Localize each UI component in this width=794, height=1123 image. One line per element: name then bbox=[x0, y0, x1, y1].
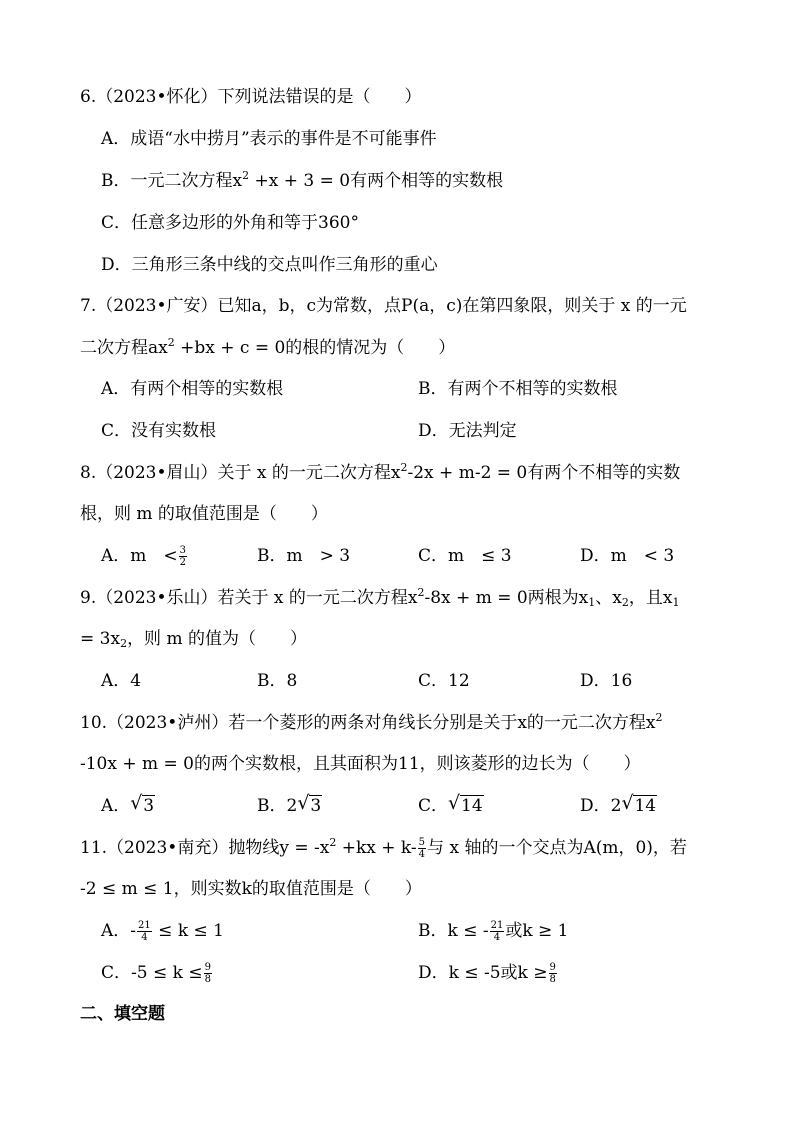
q6-option-c: C．任意多边形的外角和等于360° bbox=[101, 213, 359, 233]
q10-option-a: A． √ 3 bbox=[101, 792, 155, 816]
q7-option-a: A．有两个相等的实数根 bbox=[101, 379, 284, 399]
q9-option-c: C．12 bbox=[418, 671, 470, 691]
q8-option-c: C．m ≤ 3 bbox=[418, 546, 512, 566]
sqrt-symbol: √ 3 bbox=[130, 792, 155, 816]
sqrt-symbol: √ 14 bbox=[448, 792, 483, 816]
fraction: $\frac{21}{4}$ bbox=[490, 920, 504, 943]
q7-option-b: B．有两个不相等的实数根 bbox=[418, 379, 618, 399]
q11-stem-line1: 11.（2023•南充）抛物线$y = -x^2 +kx + k-$ $\frac{5}{4}$ 与 x 轴的一个交点为A(m，0)，若 bbox=[80, 836, 687, 860]
q11-option-a: A．- $\frac{21}{4}$ ≤ k ≤ 1 bbox=[101, 920, 224, 943]
q7-stem-line1: 7.（2023•广安）已知a，b，c为常数，点P(a，c)在第四象限，则关于 x 的一元 bbox=[80, 296, 687, 316]
sqrt-symbol: √ 3 bbox=[297, 792, 322, 816]
section-title: 二、填空题 bbox=[80, 1004, 165, 1024]
q10-stem-line2: -10x + m = 0的两个实数根，且其面积为11，则该菱形的边长为（ ） bbox=[80, 754, 641, 774]
q9-stem-line2: = $3x_2$，则 m 的值为（ ） bbox=[80, 629, 307, 650]
q8-option-a: A．m < $\frac{3}{2}$ bbox=[101, 545, 187, 568]
q10-option-b: B．2 √ 3 bbox=[257, 792, 322, 816]
q6-option-d: D．三角形三条中线的交点叫作三角形的重心 bbox=[101, 255, 438, 275]
fraction: $\frac{5}{4}$ bbox=[418, 837, 426, 860]
fraction: $\frac{3}{2}$ bbox=[179, 545, 187, 568]
q9-option-d: D．16 bbox=[580, 671, 633, 691]
q11-option-b: B．k ≤ - $\frac{21}{4}$ 或k ≥ 1 bbox=[418, 920, 569, 943]
q6-option-a: A．成语“水中捞月”表示的事件是不可能事件 bbox=[101, 129, 437, 149]
q10-option-d: D．2 √ 14 bbox=[580, 792, 657, 816]
q8-option-b: B．m > 3 bbox=[257, 546, 351, 566]
q11-option-d: D．k ≤ -5或k ≥ $\frac{9}{8}$ bbox=[418, 962, 556, 985]
q7-option-c: C．没有实数根 bbox=[101, 421, 217, 441]
q10-stem-line1: 10.（2023•泸州）若一个菱形的两条对角线长分别是关于x的一元二次方程$x^2$ bbox=[80, 711, 663, 733]
sqrt-symbol: √ 14 bbox=[621, 792, 657, 816]
q8-option-d: D．m < 3 bbox=[580, 546, 675, 566]
q8-stem-line1: 8.（2023•眉山）关于 x 的一元二次方程$x^2-2x + m-2 = 0$有两个不相等的实数 bbox=[80, 461, 681, 483]
q6-stem: 6.（2023•怀化）下列说法错误的是（ ） bbox=[80, 87, 422, 107]
q11-stem-line2: -2 ≤ m ≤ 1，则实数k的取值范围是（ ） bbox=[80, 879, 422, 899]
q6-option-b: B．一元二次方程$x^2 +x + 3 = 0$有两个相等的实数根 bbox=[101, 169, 504, 191]
fraction: $\frac{9}{8}$ bbox=[549, 962, 556, 985]
q9-option-b: B．8 bbox=[257, 671, 298, 691]
fraction: $\frac{9}{8}$ bbox=[204, 962, 211, 985]
fraction: $\frac{21}{4}$ bbox=[138, 920, 151, 943]
q8-stem-line2: 根，则 m 的取值范围是（ ） bbox=[80, 504, 328, 524]
q11-option-c: C．-5 ≤ k ≤ $\frac{9}{8}$ bbox=[101, 962, 211, 985]
q7-option-d: D．无法判定 bbox=[418, 421, 517, 441]
q7-stem-line2: 二次方程$ax^2 +bx + c = 0$的根的情况为（ ） bbox=[80, 336, 456, 358]
q10-option-c: C． √ 14 bbox=[418, 792, 483, 816]
q9-option-a: A．4 bbox=[101, 671, 142, 691]
q9-stem-line1: 9.（2023•乐山）若关于 x 的一元二次方程$x^2-8x + m = 0$两根为$x_1$、$x_2$，且$x_1$ bbox=[80, 586, 680, 609]
